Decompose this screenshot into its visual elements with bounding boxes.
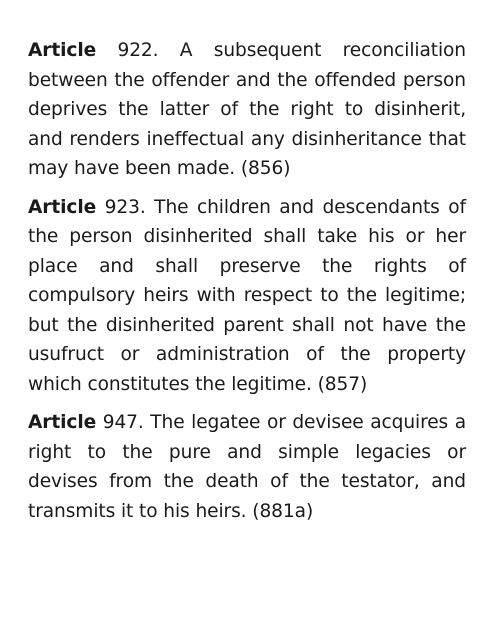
article-body: 947. The legatee or devisee acquires a right to the pure and simple legacies or devises from the death of the testator, and transmits it to his heirs. (881a) [28, 412, 466, 522]
article-label: Article [28, 196, 97, 218]
article-922 [28, 36, 466, 184]
article-label: Article [28, 412, 97, 433]
article-body: 922. A subsequent reconciliation between the offender and the offended person deprives the latter of the right to disinherit, and renders ineffectual any disinheritance that may have been made. (856) [28, 40, 466, 179]
article-947 [28, 408, 466, 526]
document-page [28, 36, 466, 535]
article-923 [28, 193, 466, 400]
article-label: Article [28, 40, 97, 61]
article-body: 923. The children and descendants of the person disinherited shall take his or her place and shall preserve the rights of compulsory heirs with respect to the legitime; but the disinherited parent shall not have the usufruct or administration of the property which constitutes the legitime. (857) [28, 196, 466, 395]
